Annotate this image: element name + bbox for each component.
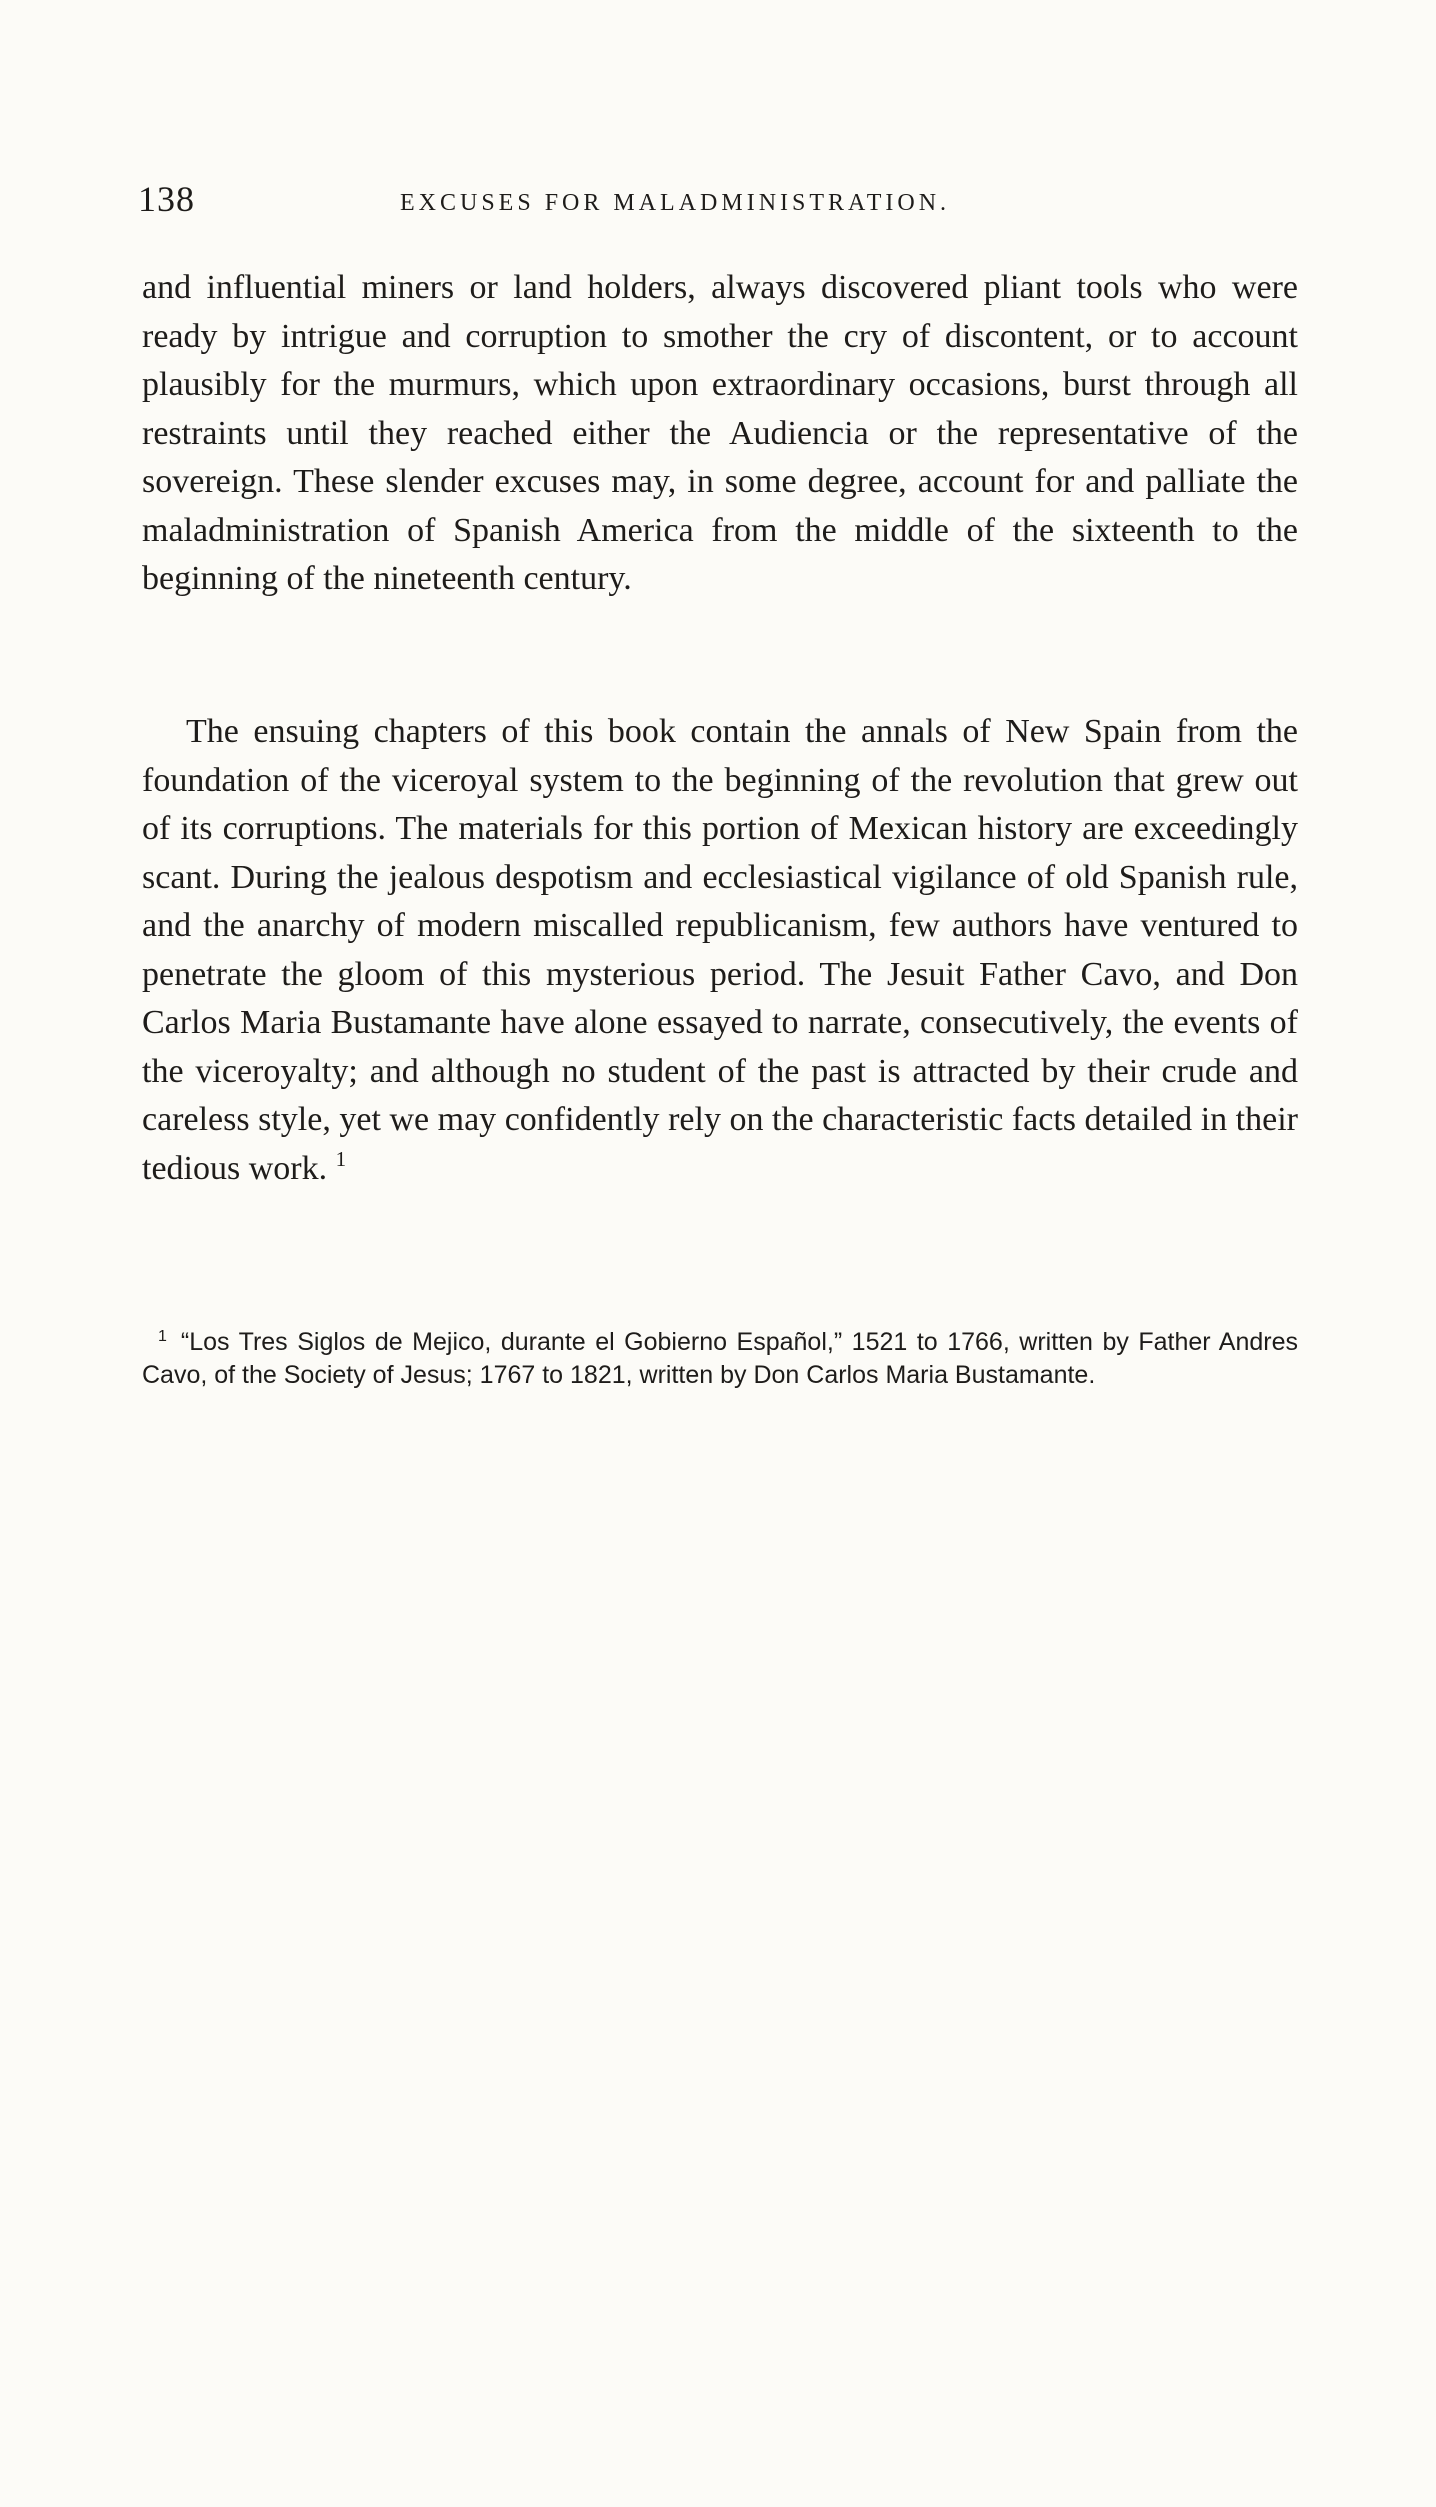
page-number: 138 bbox=[138, 179, 195, 219]
footnote bbox=[142, 1326, 1298, 1392]
footnote-text: “Los Tres Siglos de Mejico, durante el Gobierno Español,” 1521 to 1766, written by Father Andres Cavo, of the Society of Jesus; 1767 to 1821, written by Don Carlos Maria Bustamante. bbox=[142, 1328, 1298, 1389]
paragraph bbox=[142, 708, 1298, 1193]
running-title: EXCUSES FOR MALADMINISTRATION. bbox=[400, 190, 951, 216]
paragraph-text: The ensuing chapters of this book contain the annals of New Spain from the foundation of the viceroyal system to the beginning of the revolution that grew out of its corruptions. The materials for this portion of Mexican history are exceedingly scant. During the jealous despotism and ecclesiastical vigilance of old Spanish rule, and the anarchy of modern miscalled republicanism, few authors have ventured to penetrate the gloom of this mysterious period. The Jesuit Father Cavo, and Don Carlos Maria Bustamante have alone essayed to narrate, consecutively, the events of the viceroyalty; and although no student of the past is attracted by their crude and careless style, yet we may confidently rely on the characteristic facts detailed in their tedious work. bbox=[142, 713, 1298, 1187]
footnote-marker: 1 bbox=[158, 1328, 167, 1345]
paragraph: and influential miners or land holders, always discovered pliant tools who were ready by intrigue and corruption to smother the cry of discontent, or to account plausibly for the murmurs, which upon extraordinary occasions, burst through all restraints until they reached either the Audiencia or the representative of the sovereign. These slender excuses may, in some degree, account for and palliate the maladministration of Spanish America from the middle of the sixteenth to the beginning of the nineteenth century. bbox=[142, 269, 1298, 597]
footnote-reference: 1 bbox=[335, 1146, 347, 1171]
running-head bbox=[138, 178, 1298, 226]
